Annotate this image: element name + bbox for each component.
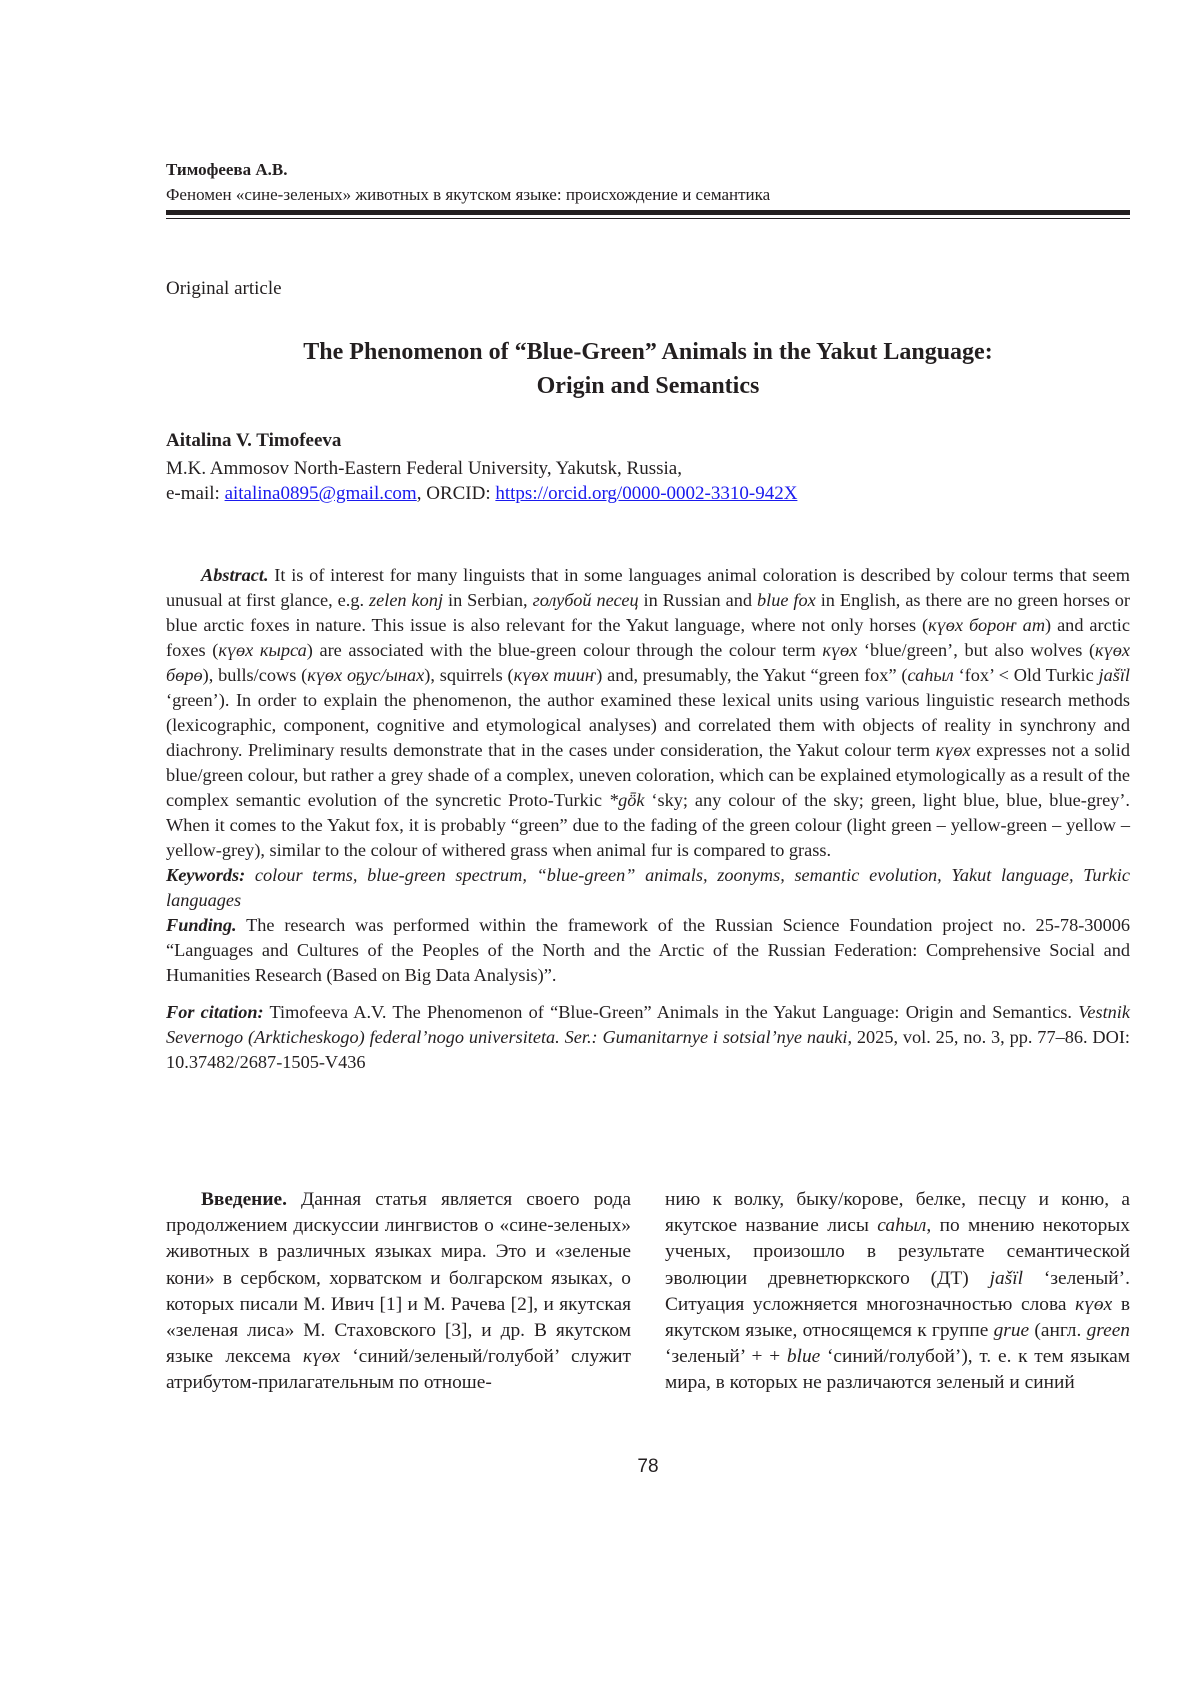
intro-text: ‘зеленый’. Ситуация усложняется многозначностью слова [665,1267,1130,1315]
running-header-title: Феномен «сине-зеленых» животных в якутском языке: происхождение и семантика [166,185,771,204]
intro-term: күөх [1075,1293,1113,1315]
spacer [166,988,1130,1000]
affiliation: M.K. Ammosov North-Eastern Federal University, Yakutsk, Russia, [166,458,682,479]
article-type: Original article [166,278,282,299]
intro-text: (англ. [1029,1320,1087,1342]
intro-term: jašïl [989,1267,1023,1289]
abstract-text: ) and arctic foxes ( [166,615,1130,660]
funding-label: Funding. [166,915,237,935]
citation-text: , 2025, vol. 25, no. 3, pp. 77–86. DOI: 10.37482/2687-1505-V436 [166,1027,1130,1072]
intro-term: grue [993,1320,1030,1342]
intro-text: ‘синий/голубой’), т. е. к тем языкам мира, в которых не различаются зеленый и синий [665,1346,1130,1394]
running-header-author: Тимофеева А.В. [166,160,288,179]
abstract-text: ‘sky; any colour of the sky; green, light blue, blue, blue-grey’. When it comes to the Yakut fox, it is probably “green” due to the fading of the green colour (light green – yellow-green – yellow – yellow-grey), similar to the colour of withered grass when animal fur is compared to grass. [166,790,1131,860]
column-right [665,1187,1130,1397]
header-rule-thin [166,218,1130,219]
orcid-link[interactable]: https://orcid.org/0000-0002-3310-942X [495,483,798,504]
abstract-term: күөх бөрө [166,640,1130,685]
keywords-text: colour terms, blue-green spectrum, “blue-green” animals, zoonyms, semantic evolution, Yakut language, Turkic languages [166,865,1130,910]
keywords-label: Keywords: [166,865,246,885]
author-name: Aitalina V. Timofeeva [166,430,342,451]
abstract-term: jašïl [1098,665,1131,685]
contact-line [166,481,797,506]
abstract-term: *gȫk [608,790,645,810]
intro-term: саһыл [877,1215,927,1237]
intro-text: , по мнению некоторых ученых, произошло в результате семантической эволюции древнетюркского (ДТ) [665,1215,1130,1289]
abstract-term: голубой песец [532,590,639,610]
intro-text: Данная статья является своего рода продолжением дискуссии лингвистов о «сине-зеленых» животных в различных языках мира. Это и «зеленые кони» в сербском, хорватском и болгарском языках, о которых писали М. Ивич [1] и М. Рачева [2], и якутская «зеленая лиса» М. Стаховского [3], и др. В якутском языке лексема [166,1189,631,1368]
intro-term: күөх [302,1346,341,1368]
intro-text: ‘синий/зеленый/голубой’ служит атрибутом-прилагательным по отноше- [166,1346,632,1394]
intro-term: green [1086,1320,1130,1342]
abstract-text: in Russian and [638,590,757,610]
intro-paragraph [166,1187,631,1397]
abstract-term: күөх [935,740,971,760]
abstract-term: саһыл [907,665,954,685]
column-left [166,1187,631,1397]
abstract-text: expresses not a solid blue/green colour, but rather a grey shade of a complex, uneven coloration, which can be explained etymologically as a result of the complex semantic evolution of the syncretic Proto-Turkic [166,740,1130,810]
keywords-paragraph [166,863,1130,913]
header-rule-thick [166,210,1130,215]
abstract-text: ‘fox’ < Old Turkic [953,665,1099,685]
affiliation-block [166,456,797,506]
intro-text: ‘зеленый’ + + [665,1346,787,1368]
abstract-text: It is of interest for many linguists that in some languages animal coloration is described by colour terms that seem unusual at first glance, e.g. [166,565,1130,610]
abstract-text: ) and, presumably, the Yakut “green fox” ( [596,665,908,685]
article-title [166,335,1130,403]
intro-text: в якутском языке, относящемся к группе [665,1293,1130,1342]
abstract-text: ) are associated with the blue-green colour through the colour term [306,640,823,660]
page-number: 78 [637,1456,659,1477]
abstract-term: zelen konj [369,590,444,610]
abstract-term: күөх кырса [218,640,307,660]
title-line-1: The Phenomenon of “Blue-Green” Animals in the Yakut Language: [303,339,993,365]
abstract-text: in English, as there are no green horses or blue arctic foxes in nature. This issue is also relevant for the Yakut language, where not only horses ( [166,590,1131,635]
abstract-term: күөх тииҥ [513,665,597,685]
abstract-section [166,563,1130,1075]
citation-journal: Vestnik Severnogo (Arkticheskogo) federal’nogo universiteta. Ser.: Gumanitarnye i sotsial’nye nauki [166,1002,1130,1047]
intro-label: Введение. [201,1189,287,1210]
orcid-prefix: , ORCID: [416,483,496,504]
title-line-2: Origin and Semantics [536,373,760,399]
abstract-term: күөх бороҥ ат [928,615,1046,635]
citation-paragraph [166,1000,1130,1075]
abstract-text: ‘blue/green’, but also wolves ( [857,640,1096,660]
intro-paragraph-continued [665,1187,1130,1397]
abstract-text: in Serbian, [443,590,533,610]
citation-text: Timofeeva A.V. The Phenomenon of “Blue-Green” Animals in the Yakut Language: Origin and Semantics. [263,1002,1079,1022]
abstract-term: blue fox [756,590,816,610]
abstract-text: ), squirrels ( [424,665,514,685]
funding-text: The research was performed within the framework of the Russian Science Foundation project no. 25-78-30006 “Languages and Cultures of the Peoples of the North and the Arctic of the Russian Federation: Comprehensive Social and Humanities Research (Based on Big Data Analysis)”. [166,915,1130,985]
abstract-term: күөх оҕус/ынах [307,665,425,685]
funding-paragraph [166,913,1130,988]
citation-label: For citation: [166,1002,264,1022]
abstract-term: күөх [822,640,858,660]
abstract-text: ), bulls/cows ( [202,665,308,685]
email-link[interactable]: aitalina0895@gmail.com [224,483,417,504]
abstract-text: ‘green’). In order to explain the phenomenon, the author examined these lexical units using various linguistic research methods (lexicographic, component, cognitive and etymological analyses) and correlated them with objects of reality in synchrony and diachrony. Preliminary results demonstrate that in the cases under consideration, the Yakut colour term [166,690,1130,760]
intro-term: blue [786,1346,821,1368]
abstract-label: Abstract. [201,565,269,585]
abstract-paragraph [166,563,1130,863]
email-prefix: e-mail: [166,483,225,504]
intro-text: нию к волку, быку/корове, белке, песцу и коню, а якутское название лисы [665,1189,1130,1237]
